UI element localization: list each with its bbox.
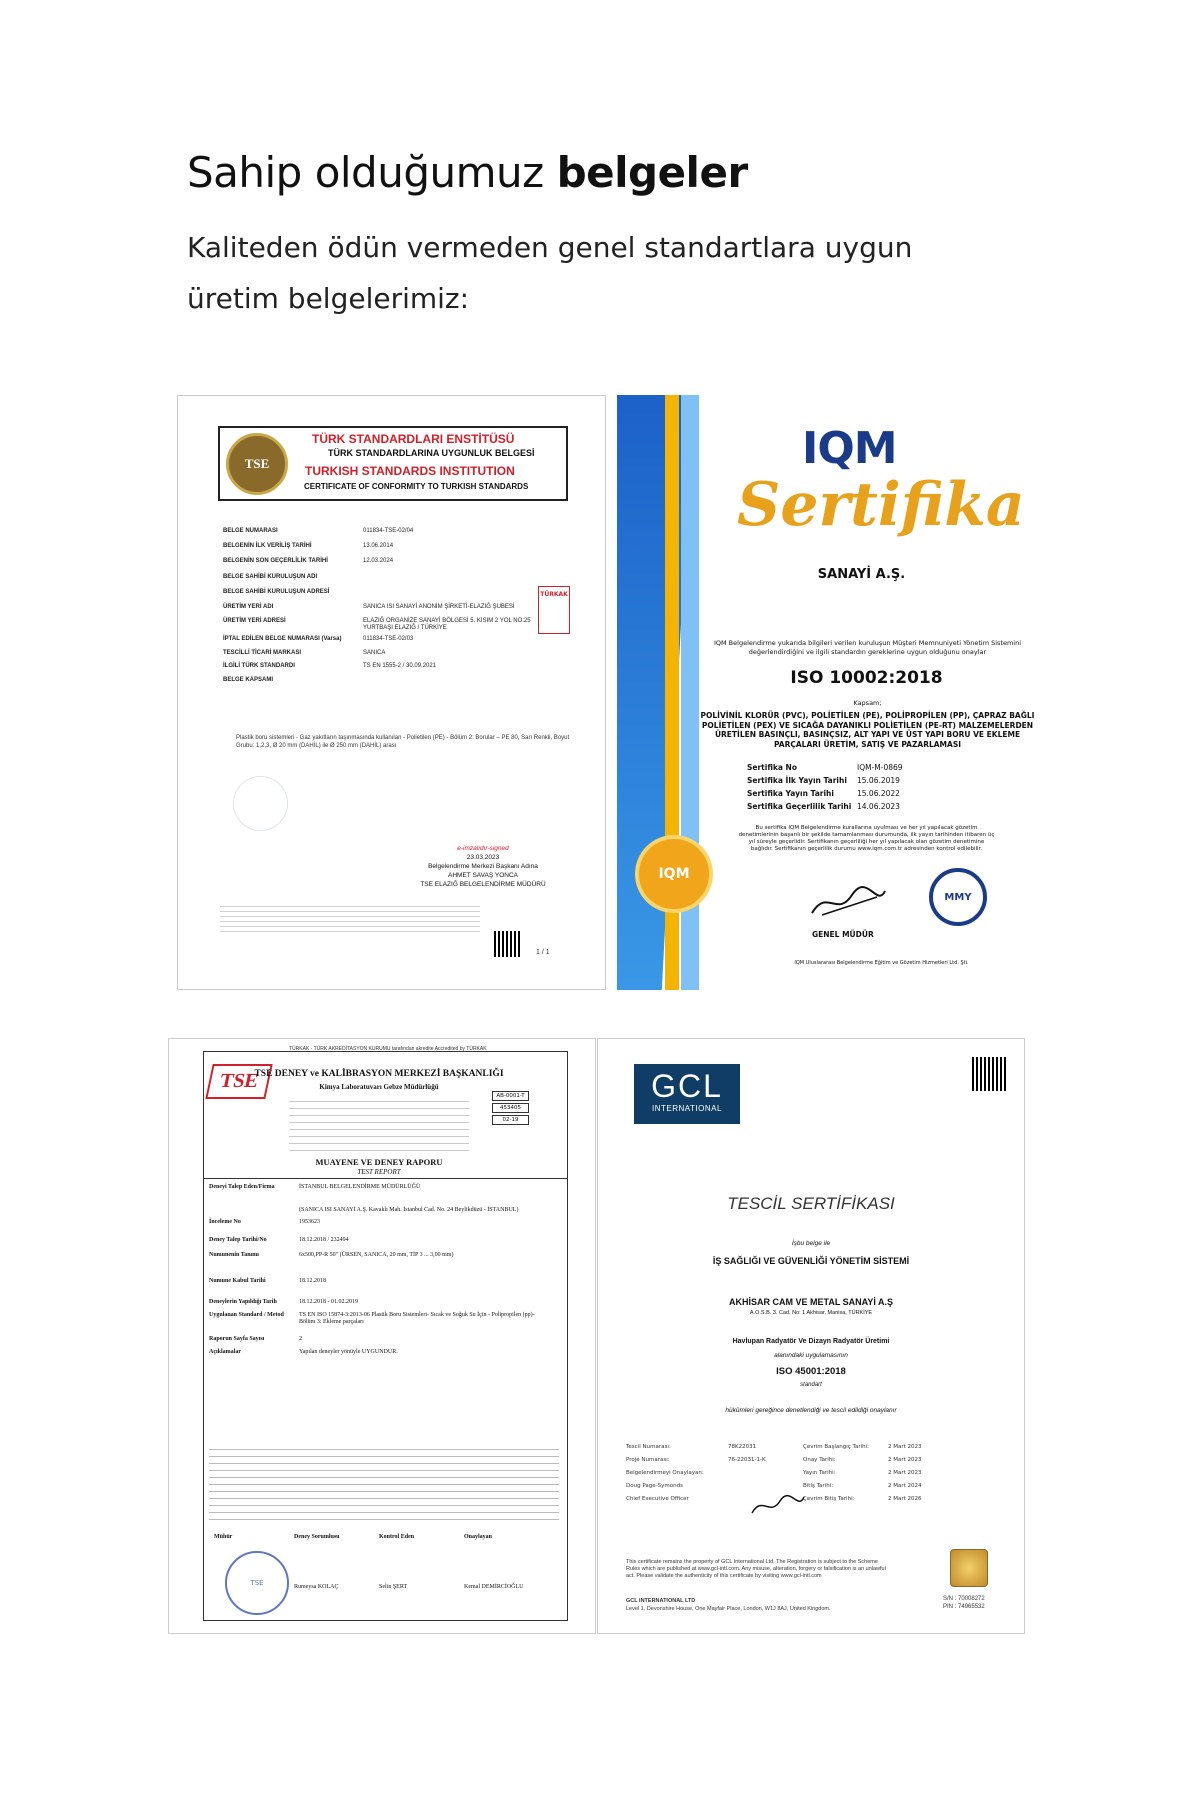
iqm-scope: POLİVİNİL KLORÜR (PVC), POLİETİLEN (PE), POLİPROPİLEN (PP), ÇAPRAZ BAĞLI POLİETİLEN (PEX) VE SICAĞA DAYANIKLI POLİETİLEN (PE-RT) MALZEMELERDEN ÜRETİLEN BASINÇLI, BASINÇSIZ, ALT YAPI VE ÜST YAPI BORU VE EKLEME PARÇALARI ÜRETİM, SATIŞ VE PAZARLAMASI: [700, 711, 1035, 749]
watermark-stamp: [233, 776, 288, 831]
iqm-field-label: Sertifika Geçerlilik Tarihi: [747, 802, 852, 811]
report-code: 453405: [492, 1103, 529, 1113]
gcl-field-label: Chief Executive Officer: [626, 1496, 689, 1502]
report-signer-role: Mühür: [214, 1534, 233, 1540]
report-top-line: TÜRKAK - TÜRK AKREDİTASYON KURUMU tarafından akredite Accredited by TÜRKAK: [289, 1046, 487, 1052]
report-field-value: 6x500,PP-R 50" (ÜRSEN, SANICA, 20 mm, TİP 3 ... 3,00 mm): [299, 1252, 454, 1258]
page-title: [187, 148, 748, 197]
tse-sign-line: Belgelendirme Merkezi Başkanı Adına: [428, 863, 538, 870]
tse-logo: TSE: [205, 1064, 272, 1099]
tse-org-tr: TÜRK STANDARDLARI ENSTİTÜSÜ: [312, 432, 515, 446]
tse-signature-block: [398, 844, 568, 889]
report-signer-role: Onaylayan: [464, 1534, 493, 1540]
iqm-field-value: IQM-M-0869: [857, 763, 903, 772]
fine-print: [220, 906, 480, 936]
report-field-value: 2: [299, 1336, 302, 1342]
iqm-intro: IQM Belgelendirme yukarıda bilgileri verilen kuruluşun Müşteri Memnuniyeti Yönetim Sistemini değerlendirdiğini ve ilgili standardın gereklerine uygun olduğunu onaylar: [713, 639, 1022, 656]
iqm-field-label: Sertifika Yayın Tarihi: [747, 789, 834, 798]
gcl-pin: PIN : 74965532: [943, 1604, 985, 1610]
iso-standard: ISO 10002:2018: [790, 668, 943, 688]
report-field-label: Numune Kabul Tarihi: [209, 1278, 266, 1284]
gcl-logo-text: GCL: [651, 1068, 723, 1104]
iqm-field-label: Sertifika İlk Yayın Tarihi: [747, 776, 847, 785]
report-field-value: (SANICA ISI SANAYİ A.Ş. Kavaklı Mah. İstanbul Cad. No. 24 Beylikdüzü - İSTANBUL): [299, 1207, 519, 1213]
iqm-seal-icon: IQM: [635, 835, 713, 913]
gcl-logo: [634, 1064, 740, 1124]
iqm-note: Bu sertifika IQM Belgelendirme kurallarına uyulması ve her yıl yapılacak gözetim denetimlerinin başarılı bir şekilde tamamlanması durumunda, ilk yayın tarihinden itibaren üç yıl süreyle geçerlidir. Sertifikanın geçerliliği her yıl yapılacak olan gözetim denetimine bağlıdır. Sertifikanın geçerlilik durumu www.iqm.com.tr adresinden kontrol edilebilir.: [738, 825, 995, 852]
report-field-label: İnceleme No: [209, 1219, 241, 1225]
tse-field-label: BELGENİN SON GEÇERLİLİK TARİHİ: [223, 558, 328, 564]
report-field-label: Uygulanan Standard / Metod: [209, 1312, 284, 1318]
report-h2: Kimya Laboratuvarı Gebze Müdürlüğü: [319, 1083, 439, 1091]
tse-field-value: ELAZIĞ ORGANİZE SANAYİ BÖLGESİ 5. KISIM 2 YOL NO:25 YURTBAŞI ELAZIĞ / TÜRKİYE: [363, 618, 531, 631]
tse-page-number: 1 / 1: [536, 949, 550, 956]
gcl-logo-sub: INTERNATIONAL: [652, 1104, 722, 1113]
tse-field-label: İPTAL EDİLEN BELGE NUMARASI (Varsa): [223, 636, 342, 642]
gcl-standard-note: standart: [800, 1382, 822, 1388]
gcl-field-label: Onay Tarihi:: [803, 1457, 836, 1463]
gcl-field-value: 2 Mart 2023: [888, 1457, 922, 1463]
gcl-scope: Havlupan Radyatör Ve Dizayn Radyatör Üretimi: [732, 1338, 890, 1345]
report-h3: MUAYENE VE DENEY RAPORU: [315, 1157, 443, 1167]
report-field-value: TS EN ISO 15874-3:2013-06 Plastik Boru Sistemleri- Sıcak ve Soğuk Su İçin - Polipropilen (pp)- Bölüm 3: Ekleme parçaları: [299, 1312, 535, 1325]
report-field-label: Deneylerin Yapıldığı Tarih: [209, 1299, 277, 1305]
gcl-field-value: 2 Mart 2026: [888, 1496, 922, 1502]
fine-print: [289, 1101, 469, 1151]
sertifika-heading: Sertifika: [737, 470, 1025, 540]
divider: [204, 1178, 567, 1179]
gcl-title: TESCİL SERTİFİKASI: [727, 1194, 895, 1213]
gcl-standard: ISO 45001:2018: [776, 1366, 846, 1377]
certificate-tse[interactable]: [177, 395, 606, 990]
tse-field-value: SANICA: [363, 650, 386, 656]
report-field-value: 18.12.2018: [299, 1278, 326, 1284]
report-signer-role: Deney Sorumlusu: [294, 1534, 340, 1540]
report-field-value: İSTANBUL BELGELENDİRME MÜDÜRLÜĞÜ: [299, 1184, 421, 1190]
report-field-value: 1953623: [299, 1219, 320, 1225]
iqm-field-label: Sertifika No: [747, 763, 797, 772]
report-signer-name: Kemal DEMİRCİOĞLU: [464, 1584, 524, 1590]
gcl-closing: hükümleri gereğince denetlendiği ve tescil edildiği onaylanır: [725, 1407, 897, 1414]
gcl-system: İŞ SAĞLIĞI VE GÜVENLİĞİ YÖNETİM SİSTEMİ: [712, 1256, 910, 1266]
qr-code-icon: [494, 931, 520, 957]
turkak-badge: TÜRKAK: [538, 586, 570, 634]
tse-field-value: 12.03.2024: [363, 558, 394, 564]
tse-field-value: 011834-TSE-02/04: [363, 528, 414, 534]
tse-sign-line: 23.03.2023: [466, 854, 500, 861]
gcl-field-label: Doug Page-Symonds: [626, 1483, 683, 1489]
tse-field-value: SANICA ISI SANAYİ ANONİM ŞİRKETİ-ELAZIĞ ŞUBESİ: [363, 604, 515, 610]
gcl-field-label: Çevrim Başlangıç Tarihi:: [803, 1444, 870, 1450]
gcl-footer-address: Level 1, Devonshire House, One Mayfair Place, London, W1J 8AJ, United Kingdom.: [626, 1606, 831, 1612]
gcl-address: A.O.S.B. 3. Cad. No: 1 Akhisar, Manisa, TÜRKİYE: [749, 1310, 873, 1316]
tse-field-label: BELGE SAHİBİ KURULUŞUN ADI: [223, 574, 318, 580]
report-signer-name: Rumeysa KOLAÇ: [294, 1584, 339, 1590]
report-field-label: Deney Talep Tarihi/No: [209, 1237, 267, 1243]
tse-field-label: BELGE KAPSAMI: [223, 677, 274, 683]
gcl-field-value: 76-22031-1-K: [728, 1457, 766, 1463]
signer-title: GENEL MÜDÜR: [812, 930, 874, 939]
tse-title-en: CERTIFICATE OF CONFORMITY TO TURKISH STANDARDS: [304, 482, 529, 491]
report-field-label: Açıklamalar: [209, 1349, 241, 1355]
iqm-footer: IQM Uluslararası Belgelendirme Eğitim ve Gözetim Hizmetleri Ltd. Şti.: [794, 960, 969, 966]
tse-field-label: İLGİLİ TÜRK STANDARDI: [223, 663, 295, 669]
tse-sign-line: AHMET SAVAŞ YONCA: [448, 872, 518, 879]
report-h4: TEST REPORT: [357, 1168, 401, 1176]
report-code: 02-19: [492, 1115, 529, 1125]
gcl-field-label: Proje Numarası:: [626, 1457, 670, 1463]
gcl-field-value: 2 Mart 2023: [888, 1444, 922, 1450]
report-signer-name: Selin ŞERT: [379, 1584, 408, 1590]
tse-title-tr: TÜRK STANDARDLARINA UYGUNLUK BELGESİ: [328, 448, 535, 458]
tse-field-value: 13.06.2014: [363, 543, 394, 549]
gcl-field-label: Belgelendirmeyi Onaylayan:: [626, 1470, 704, 1476]
certificate-gcl[interactable]: [597, 1038, 1025, 1634]
report-field-label: Raporun Sayfa Sayısı: [209, 1336, 265, 1342]
qr-code-icon: [972, 1057, 1006, 1091]
gcl-sn: S/N : 70008272: [943, 1596, 985, 1602]
seal-stamp-icon: TSE: [225, 1551, 289, 1615]
hologram-icon: [950, 1549, 988, 1587]
gcl-field-label: Çevrim Bitiş Tarihi:: [803, 1496, 855, 1502]
signature-icon: [748, 1491, 808, 1521]
iqm-field-value: 15.06.2022: [857, 789, 900, 798]
iqm-logo: IQM: [802, 423, 897, 474]
intro-text: Kaliteden ödün vermeden genel standartlara uygun üretim belgelerimiz:: [187, 231, 913, 315]
tse-field-value: TS EN 1555-2 / 30.09.2021: [363, 663, 437, 669]
tse-field-label: ÜRETİM YERİ ADRESİ: [223, 618, 286, 624]
tse-logo: TSE: [226, 433, 288, 495]
tse-field-label: BELGENİN İLK VERİLİŞ TARİHİ: [223, 543, 312, 549]
title-bold: belgeler: [556, 148, 748, 197]
gcl-field-label: Tescil Numarası:: [626, 1444, 671, 1450]
tse-field-label: BELGE NUMARASI: [223, 528, 278, 534]
company-name: SANAYİ A.Ş.: [817, 567, 906, 582]
report-field-value: 18.12.2018 - 01.02.2019: [299, 1299, 358, 1305]
fine-print: [209, 1449, 559, 1524]
report-field-label: Numunenin Tanımı: [209, 1252, 259, 1258]
tse-org-en: TURKISH STANDARDS INSTITUTION: [305, 464, 515, 478]
mmy-seal-icon: MMY: [929, 868, 987, 926]
tse-field-label: ÜRETİM YERİ ADI: [223, 604, 274, 610]
tse-scope: Plastik boru sistemleri - Gaz yakıtların taşınmasında kullanılan - Polietilen (PE) - Bölüm 2: Borular – PE 80, Sarı Renkli, Boyut Grubu: 1,2,3, Ø 20 mm (DAHİL) ile Ø 250 mm (DAHİL) arası: [236, 735, 570, 749]
iqm-field-value: 14.06.2023: [857, 802, 900, 811]
gcl-field-value: 2 Mart 2023: [888, 1470, 922, 1476]
gcl-field-label: Bitiş Tarihi:: [803, 1483, 834, 1489]
gcl-field-value: 78K22031: [728, 1444, 757, 1450]
gcl-company: AKHİSAR CAM VE METAL SANAYİ A.Ş: [728, 1297, 894, 1307]
report-field-value: Yapılan deneyler yönüyle UYGUNDUR.: [299, 1349, 398, 1355]
iqm-field-value: 15.06.2019: [857, 776, 900, 785]
certificate-test-report[interactable]: [168, 1038, 596, 1634]
tse-header: [218, 426, 568, 501]
gcl-line1: İşbu belge ile: [791, 1240, 831, 1247]
gcl-field-label: Yayın Tarihi:: [803, 1470, 836, 1476]
scope-label: Kapsam;: [853, 699, 882, 707]
certificate-iqm[interactable]: [617, 395, 1046, 990]
tse-sign-line: e-imzalıdır-signed: [457, 845, 509, 852]
report-code: AB-0001-T: [492, 1091, 529, 1101]
report-signer-role: Kontrol Eden: [379, 1534, 415, 1540]
report-field-label: Deneyi Talep Eden/Firma: [209, 1184, 275, 1190]
tse-field-value: 011834-TSE-02/03: [363, 636, 414, 642]
tse-sign-line: TSE ELAZIĞ BELGELENDİRME MÜDÜRÜ: [420, 881, 546, 888]
report-field-value: 18.12.2018 / 232494: [299, 1237, 349, 1243]
signature-icon: [807, 883, 887, 923]
report-h1: TSE DENEY ve KALİBRASYON MERKEZİ BAŞKANLIĞI: [254, 1069, 504, 1079]
gcl-footer: This certificate remains the property of GCL International Ltd. The Registration is subject to the Scheme Rules which are published at www.gcl-intl.com. Any misuse, alteration, forgery or falsification is an unlawful act. Please validate the authenticity of this certificate by visiting www.gcl-intl.com: [626, 1559, 886, 1579]
tse-field-label: BELGE SAHİBİ KURULUŞUN ADRESİ: [223, 589, 330, 595]
gcl-scope-note: alanındaki uygulamasının: [774, 1352, 848, 1359]
gcl-field-value: 2 Mart 2024: [888, 1483, 922, 1489]
tse-field-label: TESCİLLİ TİCARİ MARKASI: [223, 650, 301, 656]
gcl-footer-company: GCL INTERNATIONAL LTD: [626, 1598, 696, 1604]
title-regular: Sahip olduğumuz: [187, 148, 544, 197]
